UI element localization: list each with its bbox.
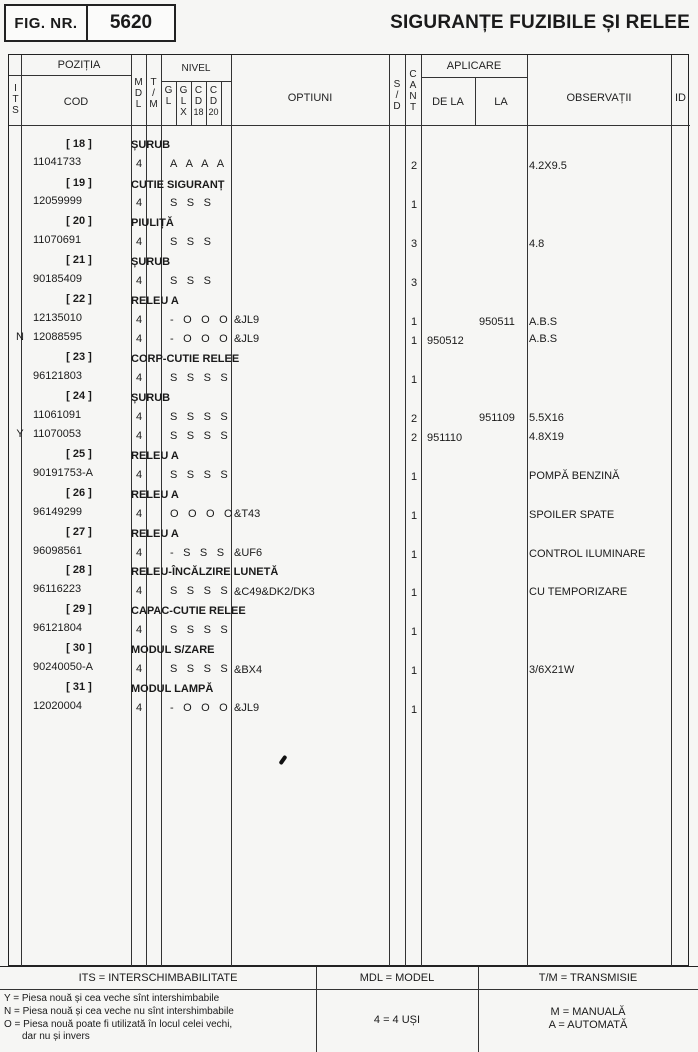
part-mdl: 4 [135, 624, 143, 636]
part-cant: 3 [410, 277, 418, 289]
part-its: Y [16, 428, 24, 440]
row-line-aplicare [421, 77, 527, 78]
section-description: CORP-CUTIE RELEE [131, 353, 240, 365]
section-number: [ 21 ] [66, 254, 92, 266]
header-la: LA [494, 96, 508, 108]
section-number: [ 19 ] [66, 177, 92, 189]
section-description: RELEU A [131, 295, 179, 307]
part-optiuni: &UF6 [234, 547, 263, 559]
part-observatii: 5.5X16 [529, 412, 564, 424]
part-mdl: 4 [135, 585, 143, 597]
part-optiuni: &C49&DK2/DK3 [234, 586, 315, 598]
part-nivel: S S S [170, 236, 215, 248]
part-code: 90240050-A [33, 661, 93, 673]
header-id: ID [675, 92, 686, 104]
part-cant: 1 [410, 199, 418, 211]
legend-o: O = Piesa nouă poate fi utilizată în locul celei vechi, [4, 1019, 233, 1030]
header-nivel-cd18: C D 18 [193, 85, 204, 117]
part-cant: 1 [410, 549, 418, 561]
part-observatii: 4.2X9.5 [529, 160, 567, 172]
part-cant: 1 [410, 626, 418, 638]
figure-number: 5620 [109, 12, 153, 33]
part-code: 11070691 [33, 234, 82, 246]
part-code: 90185409 [33, 273, 82, 285]
col-line-its [21, 55, 22, 967]
part-code: 11070053 [33, 428, 82, 440]
part-mdl: 4 [135, 547, 143, 559]
section-number: [ 26 ] [66, 487, 92, 499]
section-number: [ 28 ] [66, 564, 92, 576]
part-observatii: SPOILER SPATE [529, 509, 615, 521]
legend-its-title: ITS = INTERSCHIMBABILITATE [78, 972, 238, 984]
section-description: PIULIȚĂ [131, 217, 174, 229]
legend-n: N = Piesa nouă și cea veche nu sînt intershimbabile [4, 1006, 234, 1017]
part-nivel: A A A A [170, 158, 228, 170]
part-mdl: 4 [135, 236, 143, 248]
part-nivel: S S S [170, 275, 215, 287]
legend-footer [0, 966, 698, 1052]
section-description: RELEU-ÎNCĂLZIRE LUNETĂ [131, 566, 279, 578]
part-cant: 1 [410, 704, 418, 716]
legend-o-continued: dar nu și invers [22, 1031, 90, 1042]
section-description: RELEU A [131, 450, 179, 462]
section-description: MODUL S/ZARE [131, 644, 215, 656]
part-la: 950511 [479, 316, 515, 328]
section-number: [ 20 ] [66, 215, 92, 227]
part-cant: 1 [410, 374, 418, 386]
figure-label: FIG. NR. [6, 6, 88, 40]
part-nivel: S S S S [170, 585, 231, 597]
header-observatii: OBSERVAȚII [566, 92, 632, 104]
header-sd: S / D [393, 79, 401, 112]
part-observatii: CU TEMPORIZARE [529, 586, 628, 598]
header-optiuni: OPTIUNI [287, 92, 333, 104]
section-number: [ 22 ] [66, 293, 92, 305]
col-line-cant [421, 55, 422, 967]
part-mdl: 4 [135, 469, 143, 481]
part-cant: 1 [410, 471, 418, 483]
header-bottom-line [9, 125, 690, 126]
part-observatii: A.B.S [529, 333, 558, 345]
section-number: [ 18 ] [66, 138, 92, 150]
part-nivel: - S S S [170, 547, 228, 559]
part-mdl: 4 [135, 197, 143, 209]
part-observatii: A.B.S [529, 316, 558, 328]
header-nivel-gl: G L [164, 85, 173, 107]
section-description: CUTIE SIGURANȚ [131, 179, 225, 191]
part-optiuni: &BX4 [234, 664, 263, 676]
part-cant: 1 [410, 587, 418, 599]
part-nivel: S S S S [170, 430, 231, 442]
col-line-sd [405, 55, 406, 967]
section-number: [ 30 ] [66, 642, 92, 654]
col-line-cd20 [221, 81, 222, 125]
col-line-optiuni [389, 55, 390, 967]
header-nivel-glx: G L X [179, 85, 188, 118]
section-description: MODUL LAMPĂ [131, 683, 214, 695]
part-code: 12135010 [33, 312, 82, 324]
part-observatii: CONTROL ILUMINARE [529, 548, 646, 560]
part-code: 96121803 [33, 370, 82, 382]
legend-mdl-title: MDL = MODEL [359, 972, 435, 984]
legend-mdl-value: 4 = 4 UȘI [373, 1014, 421, 1026]
part-cant: 2 [410, 432, 418, 444]
col-line-la [527, 55, 528, 967]
part-cant: 2 [410, 160, 418, 172]
part-code: 11061091 [33, 409, 82, 421]
part-cant: 3 [410, 238, 418, 250]
part-nivel: S S S S [170, 469, 231, 481]
section-number: [ 27 ] [66, 526, 92, 538]
part-nivel: O O O O [170, 508, 236, 520]
part-mdl: 4 [135, 508, 143, 520]
section-description: ȘURUB [131, 139, 171, 151]
legend-tm-title: T/M = TRANSMISIE [538, 972, 638, 984]
part-code: 12059999 [33, 195, 82, 207]
section-description: ȘURUB [131, 392, 171, 404]
part-code: 12020004 [33, 700, 82, 712]
part-optiuni: &T43 [234, 508, 261, 520]
part-nivel: - O O O [170, 702, 231, 714]
header-tm: T / M [149, 77, 158, 110]
part-mdl: 4 [135, 702, 143, 714]
part-nivel: S S S S [170, 624, 231, 636]
legend-tm-manual: M = MANUALĂ [550, 1006, 626, 1018]
part-mdl: 4 [135, 275, 143, 287]
part-code: 90191753-A [33, 467, 93, 479]
section-description: CAPAC-CUTIE RELEE [131, 605, 246, 617]
part-observatii: POMPĂ BENZINĂ [529, 470, 620, 482]
col-line-obs [671, 55, 672, 967]
part-observatii: 3/6X21W [529, 664, 575, 676]
part-cant: 2 [410, 413, 418, 425]
part-cant: 1 [410, 510, 418, 522]
part-nivel: S S S [170, 197, 215, 209]
row-line-nivel [161, 81, 231, 82]
part-mdl: 4 [135, 430, 143, 442]
header-its: I T S [12, 83, 19, 116]
part-mdl: 4 [135, 411, 143, 423]
header-cod: COD [63, 96, 89, 108]
part-code: 96149299 [33, 506, 82, 518]
header-nivel-cd20: C D 20 [208, 85, 219, 117]
part-nivel: S S S S [170, 411, 231, 423]
part-mdl: 4 [135, 372, 143, 384]
section-number: [ 31 ] [66, 681, 92, 693]
part-nivel: S S S S [170, 372, 231, 384]
part-optiuni: &JL9 [234, 333, 260, 345]
header-nivel: NIVEL [181, 63, 211, 74]
section-number: [ 23 ] [66, 351, 92, 363]
part-nivel: - O O O [170, 314, 231, 326]
part-code: 96121804 [33, 622, 82, 634]
part-code: 96116223 [33, 583, 82, 595]
part-observatii: 4.8X19 [529, 431, 564, 443]
part-optiuni: &JL9 [234, 314, 260, 326]
part-optiuni: &JL9 [234, 702, 260, 714]
section-description: RELEU A [131, 489, 179, 501]
row-line-pozitia [9, 75, 131, 76]
section-number: [ 25 ] [66, 448, 92, 460]
part-de-la: 951110 [427, 432, 463, 444]
header-aplicare: APLICARE [446, 60, 502, 72]
part-nivel: S S S S [170, 663, 231, 675]
part-la: 951109 [479, 412, 515, 424]
part-cant: 1 [410, 665, 418, 677]
part-mdl: 4 [135, 158, 143, 170]
parts-table [8, 54, 689, 966]
part-cant: 1 [410, 316, 418, 328]
part-mdl: 4 [135, 663, 143, 675]
header-pozitia: POZIȚIA [57, 59, 101, 71]
footer-divider [0, 989, 698, 990]
section-description: ȘURUB [131, 256, 171, 268]
part-code: 12088595 [33, 331, 82, 343]
part-observatii: 4.8 [529, 238, 545, 250]
part-de-la: 950512 [427, 335, 464, 347]
part-nivel: - O O O [170, 333, 231, 345]
part-code: 11041733 [33, 156, 82, 168]
legend-y: Y = Piesa nouă și cea veche sînt intershimbabile [4, 993, 220, 1004]
section-number: [ 29 ] [66, 603, 92, 615]
part-mdl: 4 [135, 314, 143, 326]
header-cant: C A N T [409, 69, 417, 113]
part-mdl: 4 [135, 333, 143, 345]
figure-number-box [4, 4, 176, 42]
part-its: N [16, 331, 24, 343]
header-mdl: M D L [134, 77, 143, 110]
part-code: 96098561 [33, 545, 82, 557]
header-de-la: DE LA [432, 96, 464, 108]
page-title: SIGURANȚE FUZIBILE ȘI RELEE [390, 12, 690, 33]
part-cant: 1 [410, 335, 418, 347]
section-number: [ 24 ] [66, 390, 92, 402]
section-description: RELEU A [131, 528, 179, 540]
legend-tm-automat: A = AUTOMATĂ [548, 1019, 628, 1031]
